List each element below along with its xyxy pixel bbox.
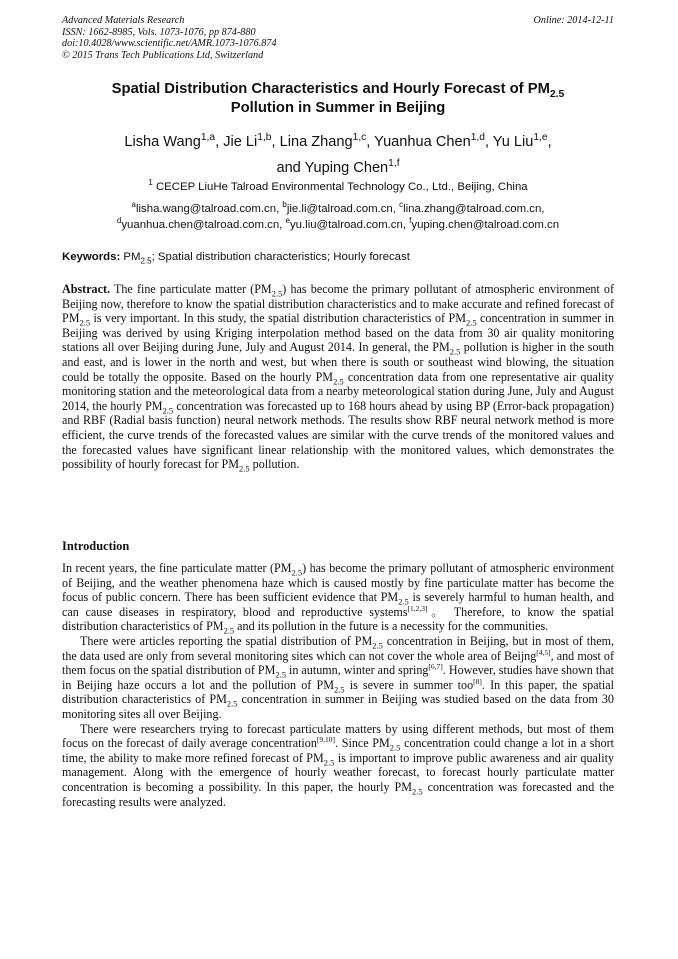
paragraph-text: There were researchers trying to forecast particulate matters by using different methods, but most of them focus on the forecast of daily average concentration (62, 721, 614, 751)
intro-paragraph-1 (62, 561, 614, 634)
title-subscript: 2.5 (549, 88, 565, 100)
email-mark: f (409, 215, 412, 225)
author-affil-mark: 1,a (200, 132, 216, 144)
paragraph-text: , and most of them focus on the spatial distribution of PM (62, 648, 614, 678)
author-affil-mark: 1,c (352, 132, 367, 144)
email-mark: c (399, 200, 404, 210)
author-affil-mark: 1,f (388, 158, 400, 170)
pm-subscript: 2.5 (389, 742, 401, 753)
keywords (62, 250, 614, 264)
pm-subscript: 2.5 (412, 786, 423, 797)
doi-link[interactable]: doi:10.4028/www.scientific.net/AMR.1073-1076.874 (62, 38, 277, 50)
intro-paragraph-2 (62, 634, 614, 722)
paragraph-text: . Since PM (335, 736, 390, 751)
keyword-pm-subscript: 2.5 (140, 256, 152, 266)
paragraph-text: is severe in summer too (344, 677, 474, 692)
issn: ISSN: 1662-8985, Vols. 1073-1076, pp 874-880 (62, 26, 256, 38)
author-list (62, 129, 614, 181)
author-separator: , (215, 134, 224, 150)
author-affil-mark: 1,d (470, 132, 485, 144)
copyright: © 2015 Trans Tech Publications Ltd, Switzerland (62, 49, 264, 61)
paper-title (62, 80, 614, 118)
journal-name: Advanced Materials Research (62, 15, 185, 26)
abstract-text: is very important. In this study, the spatial distribution characteristics of PM (90, 311, 466, 326)
journal-header (62, 15, 614, 61)
pm-subscript: 2.5 (333, 375, 344, 386)
paragraph-text: In recent years, the fine particulate matter (PM (62, 561, 292, 575)
citation-link[interactable]: [4,5] (536, 647, 551, 657)
email-link[interactable]: yuping.chen@talroad.com.cn (411, 218, 560, 231)
citation-link[interactable]: [6,7] (428, 662, 443, 672)
pm-subscript: 2.5 (223, 625, 235, 636)
affiliation-text: CECEP LiuHe Talroad Environmental Technology Co., Ltd., Beijing, China (155, 181, 528, 193)
abstract-text: pollution is higher in the south and east, and is lower in the north and west, but when there is south or southeast wind blowing, the situation could be totally the opposite. Based on the hourly PM (62, 340, 614, 384)
affiliation-mark: 1 (148, 178, 153, 188)
pm-subscript: 2.5 (275, 669, 286, 680)
email-mark: e (285, 215, 290, 225)
author-name: Jie Li (223, 134, 258, 150)
title-line1: Spatial Distribution Characteristics and Hourly Forecast of PM (111, 81, 550, 97)
introduction-section (62, 561, 614, 809)
paragraph-text: . In this paper, the spatial distribution characteristics of PM (62, 677, 615, 707)
author-affil-mark: 1,b (257, 132, 272, 144)
paragraph-text: concentration in summer in Beijing was studied based on the data from 30 monitoring sites all over Beijing. (62, 692, 614, 721)
author-separator: , (366, 134, 375, 150)
pm-subscript: 2.5 (449, 346, 461, 357)
abstract-text: pollution. (249, 457, 300, 472)
email-link[interactable]: jie.li@talroad.com.cn, (286, 203, 396, 215)
author-separator: , (271, 134, 280, 150)
pm-subscript: 2.5 (162, 405, 174, 416)
author-name: Yu Liu (492, 134, 534, 150)
affiliation (62, 180, 614, 194)
paragraph-text: is important to improve public awareness and air quality management. Along with the emergence of hourly weather forecast, to forecast hourly particulate matter concentration is becoming a possibility. In this paper, the hourly PM (62, 750, 614, 794)
paragraph-text: . However, studies have shown that in Beijing haze occurs a lot and the pollution of PM (62, 663, 614, 692)
paragraph-text: concentration was forecasted and the forecasting results were analyzed. (62, 779, 614, 809)
abstract-text: The fine particulate matter (PM (110, 282, 272, 296)
email-mark: b (282, 200, 287, 210)
email-list (62, 202, 614, 233)
author-name: Lisha Wang (124, 134, 201, 150)
paragraph-text: in autumn, winter and spring (285, 663, 429, 678)
paragraph-text: 。 Therefore, to know the spatial distribution characteristics of PM (62, 604, 614, 634)
section-heading-introduction: Introduction (62, 539, 130, 553)
citation-link[interactable]: [1,2,3] (407, 603, 428, 613)
pm-subscript: 2.5 (226, 698, 238, 709)
intro-paragraph-3 (62, 722, 614, 810)
author-name: Yuanhua Chen (374, 134, 471, 150)
online-date: Online: 2014-12-11 (533, 15, 614, 26)
pm-subscript: 2.5 (465, 317, 477, 328)
email-link[interactable]: yu.liu@talroad.com.cn, (289, 218, 406, 231)
pm-subscript: 2.5 (79, 317, 91, 328)
author-name: Lina Zhang (279, 134, 353, 150)
pm-subscript: 2.5 (333, 684, 345, 695)
paragraph-text: concentration in Beijing, but in most of them, the data used are only from several monitoring sites which can not cover the whole area of Beijng (62, 633, 614, 663)
abstract-text: concentration was forecasted up to 168 hours ahead by using BP (Error-back propagation) and RBF (Radial basis function) neural network methods. The results show RBF neural network method is more efficient, the curve trends of the forecasted values are similar with the curve trends of the monitored values and the forecasted values have significant linear relationship with the monitored values, which demonstrates the possibility of hourly forecast for PM (62, 398, 614, 472)
email-link[interactable]: lisha.wang@talroad.com.cn, (135, 203, 280, 215)
author-affil-mark: 1,e (533, 132, 548, 144)
keyword-pm: PM (123, 251, 141, 263)
paragraph-text: is severely harmful to human health, and can cause diseases in respiratory, blood and reproductive systems (62, 590, 614, 619)
paragraph-text: There were articles reporting the spatial distribution of PM (80, 633, 373, 648)
abstract (62, 282, 614, 472)
author-separator: , (484, 134, 493, 150)
email-mark: d (116, 215, 122, 225)
citation-link[interactable]: [9,10] (316, 735, 336, 745)
abstract-text: concentration in summer in Beijing was derived by using Kriging interpolation method based on the data from 30 air quality monitoring stations all over Beijing during June, July and August 2014. In general, the PM (62, 311, 614, 355)
pm-subscript: 2.5 (398, 596, 409, 607)
pm-subscript: 2.5 (239, 463, 250, 474)
pm-subscript: 2.5 (271, 288, 283, 299)
keywords-label: Keywords: (62, 251, 121, 263)
email-link[interactable]: yuanhua.chen@talroad.com.cn, (121, 218, 283, 231)
abstract-text: concentration data from one representative air quality monitoring station and the meteorological data from a nearby meteorological station during June, July and August 2014, the hourly PM (62, 369, 614, 413)
citation-link[interactable]: [8] (473, 676, 482, 686)
author-separator: , (547, 134, 552, 150)
pm-subscript: 2.5 (323, 757, 335, 768)
email-mark: a (131, 200, 136, 210)
paragraph-text: ) has become the primary pollutant of atmospheric environment of Beijing, and the weather phenomena haze which is caused mostly by fine particulate matter has become the focus of public concern. There has been sufficient evidence that PM (62, 561, 615, 605)
keywords-rest: ; Spatial distribution characteristics; Hourly forecast (151, 251, 410, 263)
paragraph-text: and its pollution in the future is a necessity for the communities. (234, 619, 549, 634)
abstract-label: Abstract. (62, 282, 111, 296)
pm-subscript: 2.5 (372, 640, 383, 651)
email-link[interactable]: lina.zhang@talroad.com.cn, (403, 203, 545, 215)
author-name: and Yuping Chen (276, 160, 389, 176)
abstract-text: ) has become the primary pollutant of atmospheric environment of Beijing now, therefore to know the spatial distribution characteristics and to make accurate and refined forecast of PM (62, 282, 614, 326)
pm-subscript: 2.5 (291, 567, 303, 578)
paragraph-text: concentration could change a lot in a short time, the ability to make more refined forecast of PM (62, 736, 614, 765)
title-line2: Pollution in Summer in Beijing (230, 100, 446, 116)
